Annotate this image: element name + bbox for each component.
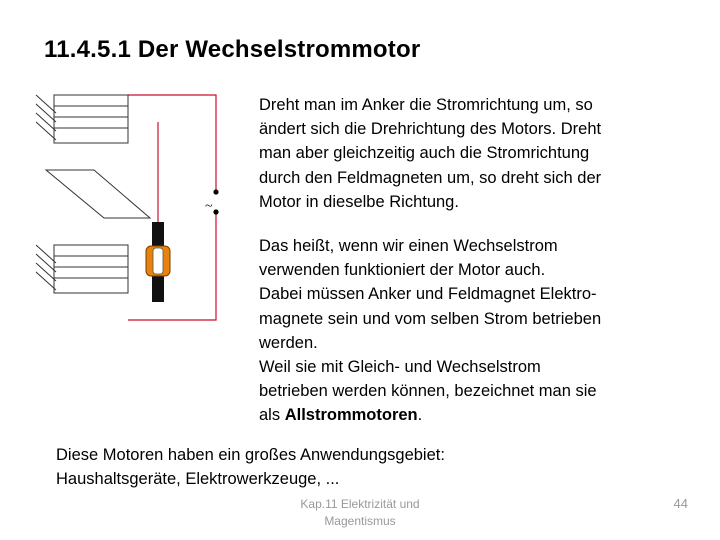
field-magnet-top bbox=[36, 95, 128, 143]
text-line: Dreht man im Anker die Stromrichtung um, so bbox=[259, 96, 593, 114]
text-prefix: als bbox=[259, 406, 285, 425]
text-line: Dabei müssen Anker und Feldmagnet Elektro- bbox=[259, 285, 597, 304]
text-suffix: . bbox=[417, 406, 423, 425]
motor-diagram bbox=[0, 0, 240, 330]
text-line: magnete sein und vom selben Strom betrieben bbox=[259, 309, 602, 328]
slide-title: 11.4.5.1 Der Wechselstrommotor bbox=[44, 36, 421, 63]
armature-slot bbox=[153, 248, 163, 274]
text-line: durch den Feldmagneten um, so dreht sich der bbox=[259, 168, 602, 187]
text-line: betrieben werden können, bezeichnet man sie bbox=[259, 382, 597, 401]
page-number: 44 bbox=[673, 496, 688, 511]
wiring bbox=[128, 95, 216, 320]
text-line: werden. bbox=[259, 333, 318, 352]
field-magnet-bottom bbox=[36, 245, 128, 293]
text-line: Motor in dieselbe Richtung. bbox=[259, 192, 459, 211]
term-allstrommotoren: Allstrommotoren bbox=[284, 406, 418, 425]
text-line: verwenden funktioniert der Motor auch. bbox=[259, 261, 546, 280]
footer-line: Kap.11 Elektrizität und bbox=[300, 497, 420, 511]
paragraph-alternating-current bbox=[259, 234, 679, 428]
ac-terminal-top bbox=[213, 189, 218, 194]
text-line: ändert sich die Drehrichtung des Motors. Dreht bbox=[259, 120, 602, 139]
footer-chapter bbox=[270, 496, 450, 530]
text-line: man aber gleichzeitig auch die Stromrichtung bbox=[259, 144, 590, 163]
armature bbox=[146, 222, 170, 302]
paragraph-applications bbox=[56, 443, 616, 491]
text-line-last bbox=[259, 403, 679, 427]
text-line: Haushaltsgeräte, Elektrowerkzeuge, ... bbox=[56, 470, 340, 489]
text-line: Diese Motoren haben ein großes Anwendungsgebiet: bbox=[56, 446, 445, 464]
ac-symbol: ~ bbox=[205, 199, 213, 214]
ac-terminal-bottom bbox=[213, 209, 218, 214]
wire-bottom bbox=[128, 213, 216, 320]
footer-line: Magentismus bbox=[324, 514, 396, 528]
text-line: Weil sie mit Gleich- und Wechselstrom bbox=[259, 358, 541, 377]
wire-top bbox=[128, 95, 216, 190]
text-line: Das heißt, wenn wir einen Wechselstrom bbox=[259, 237, 558, 255]
pole-shoe bbox=[46, 170, 150, 218]
paragraph-direction bbox=[259, 93, 679, 214]
